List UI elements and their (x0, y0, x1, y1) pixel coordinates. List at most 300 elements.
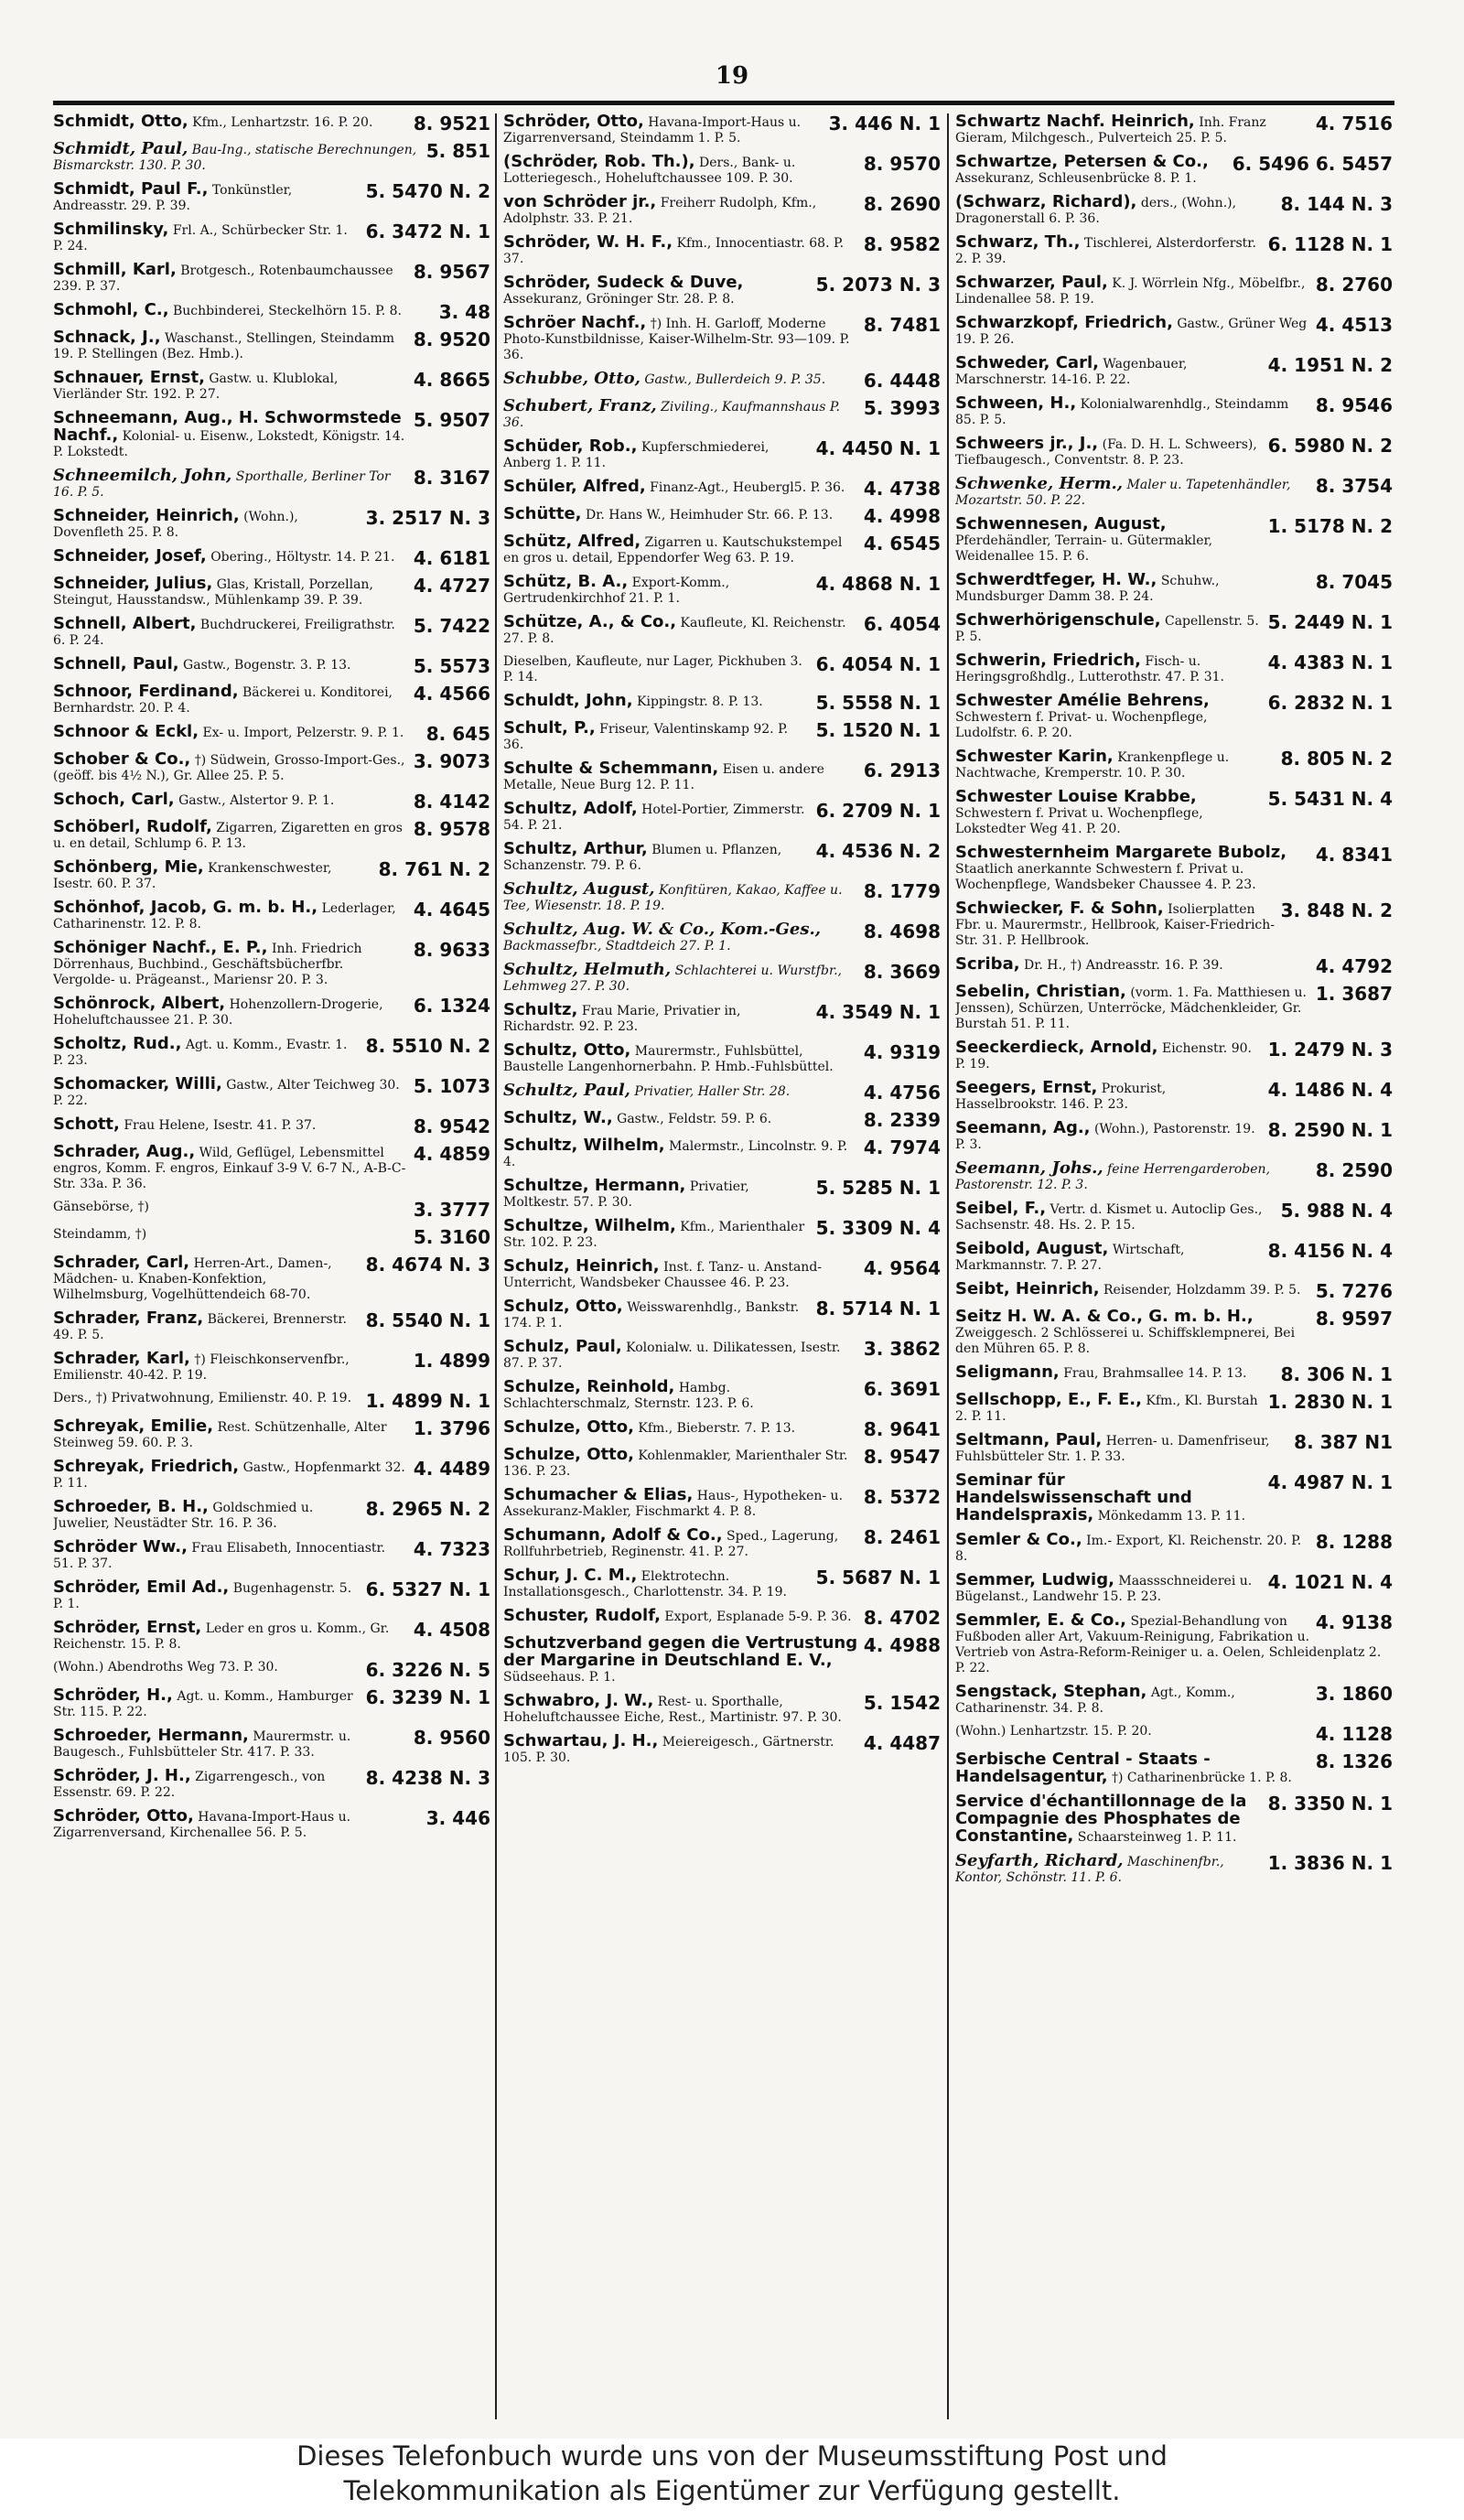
entry-detail: Gastw., Bogenstr. 3. P. 13. (183, 658, 351, 673)
entry-name: Schnoor, Ferdinand, (53, 682, 239, 701)
phone-number: 8. 5510 N. 2 (365, 1035, 490, 1057)
entry-name: Schneider, Julius, (53, 574, 213, 593)
entry-detail: Krankenschwester, Isestr. 60. P. 37. (53, 861, 332, 891)
entry-detail: Kfm., Bieberstr. 7. P. 13. (638, 1421, 796, 1436)
entry-detail: Hambg. Schlachterschmalz, Sternstr. 123. P. 6. (503, 1381, 754, 1411)
entry-detail: Bau-Ing., statische Berechnungen, Bismarckstr. 130. P. 30. (53, 143, 417, 173)
entry-name: Schneemilch, John, (53, 466, 232, 485)
directory-entry (53, 1351, 490, 1384)
directory-entry (53, 221, 490, 254)
directory-entry (503, 574, 941, 607)
entry-detail: Dieselben, Kaufleute, nur Lager, Pickhuben 3. P. 14. (503, 654, 802, 684)
phone-number: 5. 5558 N. 1 (815, 692, 941, 714)
phone-number: 8. 3754 (1315, 475, 1393, 497)
entry-detail: Dr. H., †) Andreasstr. 16. P. 39. (1024, 958, 1223, 973)
entry-detail: Buchbinderei, Steckelhörn 15. P. 8. (173, 304, 402, 318)
phone-number: 8. 4674 N. 3 (365, 1254, 490, 1276)
phone-number: 8. 2590 (1315, 1159, 1393, 1181)
directory-entry (53, 1255, 490, 1303)
entry-detail: Kupferschmiederei, Anberg 1. P. 11. (503, 440, 770, 470)
phone-number: 5. 988 N. 4 (1280, 1200, 1393, 1222)
entry-name: Schultz, Paul, (503, 1081, 630, 1100)
phone-number: 5. 5687 N. 1 (815, 1567, 941, 1588)
entry-detail: Bäckerei, Brennerstr. 49. P. 5. (53, 1312, 347, 1342)
entry-detail: Schaarsteinweg 1. P. 11. (1077, 1830, 1237, 1845)
directory-entry (955, 234, 1393, 267)
entry-name: Schulze, Otto, (503, 1417, 634, 1437)
directory-entry (503, 881, 941, 914)
directory-entry (53, 616, 490, 649)
phone-number: 5. 1520 N. 1 (815, 719, 941, 741)
entry-name: Schuldt, John, (503, 691, 633, 710)
phone-number: 8. 1288 (1315, 1531, 1393, 1553)
entry-detail: Zweiggesch. 2 Schlösserei u. Schiffsklempnerei, Bei den Mühren 65. P. 8. (955, 1326, 1296, 1356)
entry-name: Schumann, Adolf & Co., (503, 1525, 723, 1545)
directory-entry (503, 962, 941, 995)
entry-name: Schulz, Heinrich, (503, 1256, 660, 1276)
entry-name: Schott, (53, 1115, 120, 1134)
entry-detail: Brotgesch., Rotenbaumchaussee 239. P. 37. (53, 264, 393, 294)
directory-entry (53, 819, 490, 852)
entry-name: Schnell, Albert, (53, 614, 197, 633)
directory-entry (503, 720, 941, 753)
entry-detail: Elektrotechn. Installationsgesch., Charlottenstr. 34. P. 19. (503, 1569, 787, 1599)
directory-entry (955, 652, 1393, 685)
phone-number: 4. 4513 (1315, 314, 1393, 336)
phone-number: 8. 4702 (863, 1607, 941, 1629)
entry-name: Schmidt, Paul, (53, 139, 188, 158)
entry-detail: Freiherr Rudolph, Kfm., Adolphstr. 33. P. 21. (503, 196, 817, 226)
entry-name: Schreyak, Friedrich, (53, 1457, 240, 1476)
directory-entry (53, 1499, 490, 1532)
directory-entry (53, 508, 490, 541)
entry-name: Schnauer, Ernst, (53, 368, 205, 387)
entry-detail: Privatier, Haller Str. 28. (634, 1084, 791, 1099)
entry-name: Schmill, Karl, (53, 260, 177, 279)
entry-detail: Waschanst., Stellingen, Steindamm 19. P. Stellingen (Bez. Hmb.). (53, 331, 395, 361)
entry-name: Seemann, Ag., (955, 1118, 1091, 1137)
phone-number: 4. 4645 (413, 899, 490, 921)
phone-number: 4. 9564 (863, 1257, 941, 1279)
entry-name: Schrader, Franz, (53, 1308, 204, 1328)
entry-name: Schultz, Otto, (503, 1040, 631, 1060)
entry-detail: Prokurist, Hasselbrookstr. 146. P. 23. (955, 1082, 1167, 1112)
phone-number: 4. 4756 (863, 1082, 941, 1104)
phone-number: 6. 2913 (863, 759, 941, 781)
directory-entry (503, 760, 941, 793)
entry-name: Schröder Ww., (53, 1537, 188, 1556)
phone-number: 1. 2830 N. 1 (1267, 1391, 1393, 1413)
entry-detail: (Fa. D. H. L. Schweers), Tiefbaugesch., Conventstr. 8. P. 23. (955, 437, 1257, 468)
entry-detail: Kfm., Marienthaler Str. 102. P. 23. (503, 1220, 805, 1250)
entry-name: Schnoor & Eckl, (53, 722, 199, 741)
entry-name: Seyfarth, Richard, (955, 1851, 1124, 1870)
phone-number: 8. 3350 N. 1 (1267, 1793, 1393, 1815)
directory-entry (955, 572, 1393, 605)
phone-number: 4. 4489 (413, 1458, 490, 1480)
entry-name: Schultz, (503, 1000, 578, 1019)
directory-entry (503, 1608, 941, 1628)
entry-detail: Frau Marie, Privatier in, Richardstr. 92. P. 23. (503, 1004, 741, 1034)
directory-entry (503, 921, 941, 954)
phone-number: 3. 848 N. 2 (1280, 899, 1393, 921)
entry-detail: Vertr. d. Kismet u. Autoclip Ges., Sachsenstr. 48. Hs. 2. P. 15. (955, 1202, 1263, 1233)
entry-name: Semmler, E. & Co., (955, 1610, 1127, 1630)
entry-detail: K. J. Wörrlein Nfg., Möbelfbr., Lindenallee 58. P. 19. (955, 276, 1306, 307)
entry-detail: Frau Elisabeth, Innocentiastr. 51. P. 37. (53, 1541, 386, 1571)
directory-entry (955, 1080, 1393, 1113)
directory-entry (53, 1660, 490, 1680)
phone-number: 4. 4738 (863, 478, 941, 500)
entry-name: Schulz, Paul, (503, 1337, 622, 1356)
directory-entry (503, 1258, 941, 1291)
entry-detail: Export, Esplanade 5-9. P. 36. (664, 1610, 852, 1624)
entry-name: Schnack, J., (53, 328, 161, 347)
entry-detail: Inst. f. Tanz- u. Anstand-Unterricht, Wandsbeker Chaussee 46. P. 23. (503, 1260, 823, 1290)
phone-number: 4. 4859 (413, 1143, 490, 1165)
phone-number: 4. 9138 (1315, 1611, 1393, 1633)
entry-detail: Mönkedamm 13. P. 11. (1097, 1509, 1246, 1524)
directory-entry (503, 801, 941, 834)
entry-name: Schönhof, Jacob, G. m. b. H., (53, 898, 318, 917)
phone-number: 1. 4899 (413, 1350, 490, 1372)
entry-detail: Gastw., Bullerdeich 9. P. 35. (644, 372, 826, 387)
entry-detail: Ziviling., Kaufmannshaus P. 36. (503, 400, 840, 430)
entry-name: Schröder, W. H. F., (503, 232, 673, 252)
entry-name: Schultze, Hermann, (503, 1176, 686, 1195)
entry-detail: Ex- u. Import, Pelzerstr. 9. P. 1. (202, 726, 404, 740)
entry-detail: Hotel-Portier, Zimmerstr. 54. P. 21. (503, 802, 805, 833)
directory-entry (53, 1579, 490, 1612)
entry-name: Schwartze, Petersen & Co., (955, 152, 1209, 171)
phone-number: 8. 9633 (413, 939, 490, 961)
directory-entry (955, 1120, 1393, 1153)
directory-entry (53, 899, 490, 932)
phone-number: 8. 9521 (413, 113, 490, 135)
entry-name: Schwerdtfeger, H. W., (955, 570, 1157, 589)
entry-detail: Im.- Export, Kl. Reichenstr. 20. P. 8. (955, 1534, 1302, 1564)
phone-number: 1. 3796 (413, 1417, 490, 1439)
entry-name: Schneider, Heinrich, (53, 506, 240, 525)
entry-name: Schmidt, Paul F., (53, 179, 209, 199)
directory-entry (503, 1567, 941, 1600)
entry-detail: Tonkünstler, Andreasstr. 29. P. 39. (53, 183, 293, 213)
entry-name: Serbische Central - Staats - Handelsagentur, (955, 1750, 1211, 1786)
entry-detail: Zigarren u. Kautschukstempel en gros u. detail, Eppendorfer Weg 63. P. 19. (503, 535, 843, 565)
phone-number: 8. 4698 (863, 921, 941, 942)
directory-entry (955, 1160, 1393, 1193)
phone-number: 5. 3309 N. 4 (815, 1217, 941, 1239)
directory-entry (955, 355, 1393, 388)
directory-entry (955, 984, 1393, 1032)
entry-detail: Haus-, Hypotheken- u. Assekuranz-Makler, Fischmarkt 4. P. 8. (503, 1489, 844, 1519)
directory-entry (503, 479, 941, 499)
entry-detail: Kfm., Innocentiastr. 68. P. 37. (503, 236, 845, 266)
directory-entry (955, 1392, 1393, 1425)
phone-number: 8. 387 N1 (1294, 1431, 1393, 1453)
entry-name: Schwester Louise Krabbe, (955, 787, 1197, 806)
directory-entry (503, 1635, 941, 1685)
entry-name: Schröder, H., (53, 1685, 173, 1705)
entry-name: Schnell, Paul, (53, 654, 179, 673)
entry-name: Schultz, W., (503, 1108, 613, 1127)
entry-detail: Maurermstr., Fuhlsbüttel, Baustelle Langenhornerbahn. P. Hmb.-Fuhlsbüttel. (503, 1044, 834, 1074)
entry-name: Schütz, B. A., (503, 572, 629, 591)
phone-number: 8. 4142 (413, 791, 490, 813)
entry-detail: Malermstr., Lincolnstr. 9. P. 4. (503, 1139, 848, 1169)
directory-entry (955, 1039, 1393, 1072)
entry-detail: Agt., Komm., Catharinenstr. 34. P. 8. (955, 1685, 1235, 1716)
entry-name: Schulte & Schemmann, (503, 759, 719, 778)
entry-name: Seminar für Handelswissenschaft und Handelspraxis, (955, 1470, 1192, 1524)
phone-number: 4. 4727 (413, 575, 490, 597)
entry-detail: Buchdruckerei, Freiligrathstr. 6. P. 24. (53, 618, 395, 648)
phone-number: 8. 2590 N. 1 (1267, 1119, 1393, 1141)
entry-name: Seeckerdieck, Arnold, (955, 1038, 1158, 1057)
phone-number: 6. 3472 N. 1 (365, 221, 490, 242)
entry-name: Schwabro, J. W., (503, 1691, 654, 1710)
phone-number: 6. 3226 N. 5 (365, 1659, 490, 1681)
directory-entry (53, 1116, 490, 1136)
entry-detail: †) Südwein, Grosso-Import-Ges., (geöff. bis 4½ N.), Gr. Allee 25. P. 5. (53, 753, 405, 783)
phone-number: 8. 9567 (413, 261, 490, 283)
entry-name: Schultz, Helmuth, (503, 960, 672, 979)
phone-number: 1. 5178 N. 2 (1267, 515, 1393, 537)
directory-entry (53, 792, 490, 812)
entry-detail: Maassschneiderei u. Bügelanst., Landwehr 15. P. 23. (955, 1574, 1253, 1604)
entry-name: Schöberl, Rudolf, (53, 817, 212, 836)
entry-detail: Reisender, Holzdamm 39. P. 5. (1103, 1283, 1301, 1298)
entry-name: Schultz, August, (503, 879, 655, 899)
entry-detail: ders., (Wohn.), Dragonerstall 6. P. 36. (955, 196, 1237, 226)
entry-detail: Wagenbauer, Marschnerstr. 14-16. P. 22. (955, 357, 1188, 387)
entry-name: Schwester Amélie Behrens, (955, 691, 1210, 710)
footer-line-1: Dieses Telefonbuch wurde uns von der Museumsstiftung Post und (296, 2440, 1168, 2472)
entry-detail: Export-Komm., Gertrudenkirchhof 21. P. 1. (503, 576, 730, 606)
directory-entry (955, 693, 1393, 741)
phone-number: 6. 4054 (863, 613, 941, 635)
entry-name: Schult, P., (503, 718, 596, 738)
directory-entry (503, 1527, 941, 1560)
phone-number: 8. 9597 (1315, 1308, 1393, 1330)
phone-number: 6. 4054 N. 1 (815, 653, 941, 675)
phone-number: 6. 5980 N. 2 (1267, 435, 1393, 457)
entry-name: Schwarzkopf, Friedrich, (955, 313, 1173, 332)
entry-detail: Sporthalle, Berliner Tor 16. P. 5. (53, 469, 391, 500)
directory-entry (53, 1768, 490, 1801)
phone-number: 1. 3836 N. 1 (1267, 1852, 1393, 1874)
directory-entry (53, 996, 490, 1028)
entry-detail: Finanz-Agt., Heubergl5. P. 36. (650, 480, 845, 495)
phone-number: 4. 7516 (1315, 113, 1393, 135)
phone-number: 8. 5372 (863, 1486, 941, 1508)
entry-detail: Frau Helene, Isestr. 41. P. 37. (124, 1118, 317, 1133)
directory-entry (53, 141, 490, 174)
phone-number: 4. 4487 (863, 1732, 941, 1754)
phone-number: 8. 2760 (1315, 274, 1393, 296)
entry-name: Schultz, Wilhelm, (503, 1136, 665, 1155)
entry-detail: Kfm., Kl. Burstah 2. P. 11. (955, 1394, 1258, 1424)
directory-entry (955, 1853, 1393, 1886)
entry-detail: Lederlager, Catharinenstr. 12. P. 8. (53, 901, 396, 932)
directory-entry (503, 1110, 941, 1130)
phone-number: 5. 2449 N. 1 (1267, 611, 1393, 633)
entry-name: Schulze, Otto, (503, 1445, 634, 1464)
entry-name: Schumacher & Elias, (503, 1485, 694, 1504)
entry-name: Schwesternheim Margarete Bubolz, (955, 843, 1287, 862)
directory-column-1 (53, 113, 490, 2419)
entry-detail: Kohlenmakler, Marienthaler Str. 136. P. 23. (503, 1448, 848, 1479)
entry-detail: Spezial-Behandlung von Fußboden aller Art, Vakuum-Reinigung, Fabrikation u. Vertrieb von Astra-Reform-Reiniger u. a. Oelen, Schleidenplatz 2. P. 22. (955, 1614, 1382, 1675)
entry-name: Schwester Karin, (955, 747, 1114, 766)
entry-detail: Goldschmied u. Juwelier, Neustädter Str. 16. P. 36. (53, 1501, 314, 1531)
entry-name: Schwenke, Herm., (955, 474, 1124, 493)
directory-entry (503, 1178, 941, 1211)
directory-entry (503, 1137, 941, 1170)
entry-detail: Gastw., Grüner Weg 19. P. 26. (955, 317, 1308, 347)
phone-number: 5. 5285 N. 1 (815, 1177, 941, 1199)
directory-column-2 (503, 113, 941, 2419)
phone-number: 4. 4450 N. 1 (815, 437, 941, 459)
entry-detail: Backmassefbr., Stadtdeich 27. P. 1. (503, 939, 731, 953)
entry-detail: Bugenhagenstr. 5. P. 1. (53, 1581, 352, 1611)
entry-detail: Glas, Kristall, Porzellan, Steingut, Hausstandsw., Mühlenkamp 39. P. 39. (53, 577, 373, 608)
entry-detail: Kippingstr. 8. P. 13. (637, 695, 763, 709)
phone-number: 8. 9560 (413, 1727, 490, 1749)
entry-name: Schreyak, Emilie, (53, 1416, 214, 1436)
phone-number: 4. 4998 (863, 505, 941, 527)
phone-number: 8. 9547 (863, 1446, 941, 1468)
directory-entry (503, 693, 941, 713)
directory-entry (53, 113, 490, 134)
directory-entry (955, 845, 1393, 893)
entry-name: Schröer Nachf., (503, 313, 647, 332)
directory-entry (53, 370, 490, 403)
phone-number: 4. 1021 N. 4 (1267, 1571, 1393, 1593)
entry-name: Seibt, Heinrich, (955, 1279, 1100, 1298)
entry-detail: (vorm. 1. Fa. Matthiesen u. Jenssen), Schürzen, Unterröcke, Mädchenkleider, Gr. Burstah 51. P. 11. (955, 985, 1307, 1031)
directory-entry (955, 789, 1393, 837)
directory-entry (503, 1379, 941, 1412)
entry-detail: †) Inh. H. Garloff, Moderne Photo-Kunstbildnisse, Kaiser-Wilhelm-Str. 93—109. P. 36. (503, 317, 850, 362)
phone-number: 1. 3687 (1315, 983, 1393, 1005)
phone-number: 6. 3239 N. 1 (365, 1686, 490, 1708)
entry-detail: Agt. u. Komm., Hamburger Str. 115. P. 22. (53, 1689, 353, 1719)
entry-detail: feine Herrengarderoben, Pastorenstr. 12. P. 3. (955, 1162, 1271, 1192)
directory-entry (955, 1432, 1393, 1465)
directory-entry (503, 194, 941, 227)
entry-name: Schwartz Nachf. Heinrich, (955, 113, 1195, 131)
phone-number: 8. 4156 N. 4 (1267, 1240, 1393, 1262)
entry-detail: (Wohn.) Abendroths Weg 73. P. 30. (53, 1660, 278, 1675)
entry-detail: Bäckerei u. Konditorei, Bernhardstr. 20. P. 4. (53, 685, 393, 716)
directory-entry (955, 395, 1393, 428)
entry-name: Seligmann, (955, 1362, 1060, 1382)
phone-number: 1. 2479 N. 3 (1267, 1039, 1393, 1061)
phone-number: 5. 5431 N. 4 (1267, 788, 1393, 810)
directory-entry (955, 1281, 1393, 1301)
phone-number: 3. 3777 (413, 1199, 490, 1221)
entry-detail: Privatier, Moltkestr. 57. P. 30. (503, 1179, 749, 1210)
phone-number: 3. 48 (438, 301, 490, 323)
entry-name: Schwarz, Th., (955, 232, 1081, 252)
phone-number: 8. 2339 (863, 1109, 941, 1131)
entry-name: Schweers jr., J., (955, 434, 1099, 453)
entry-detail: Weisswarenhdlg., Bankstr. 174. P. 1. (503, 1300, 800, 1330)
phone-number: 4. 8341 (1315, 844, 1393, 866)
phone-number: 8. 7481 (863, 314, 941, 336)
entry-detail: Agt. u. Komm., Evastr. 1. P. 23. (53, 1038, 348, 1068)
entry-name: Schroeder, Hermann, (53, 1726, 249, 1745)
entry-detail: Capellenstr. 5. P. 5. (955, 614, 1259, 644)
entry-detail: Gastw., Alstertor 9. P. 1. (178, 793, 335, 808)
phone-number: 4. 4868 N. 1 (815, 573, 941, 595)
phone-number: 8. 4238 N. 3 (365, 1767, 490, 1789)
entry-detail: Meiereigesch., Gärtnerstr. 105. P. 30. (503, 1735, 834, 1765)
footer-notice (0, 2439, 1464, 2520)
phone-number: 4. 4536 N. 2 (815, 840, 941, 862)
phone-number: 4. 1128 (1315, 1723, 1393, 1745)
entry-name: Schutzverband gegen die Vertrustung der Margarine in Deutschland E. V., (503, 1633, 858, 1670)
entry-name: Sebelin, Christian, (955, 982, 1126, 1001)
entry-name: Schulz, Otto, (503, 1297, 623, 1316)
entry-name: Semmer, Ludwig, (955, 1570, 1114, 1589)
directory-entry (955, 1612, 1393, 1676)
entry-name: Sellschopp, E., F. E., (955, 1390, 1142, 1409)
directory-entry (53, 262, 490, 295)
directory-entry (53, 1036, 490, 1069)
phone-number: 6. 4448 (863, 370, 941, 392)
entry-detail: Pferdehändler, Terrain- u. Gütermakler, Weidenallee 15. P. 6. (955, 533, 1213, 564)
directory-entry (53, 1076, 490, 1109)
entry-detail: Schwestern f. Privat u. Wochenpflege, Lokstedter Weg 41. P. 20. (955, 806, 1203, 836)
entry-detail: Havana-Import-Haus u. Zigarrenversand, Kirchenallee 56. P. 5. (53, 1810, 351, 1840)
phone-number: 4. 7323 (413, 1538, 490, 1560)
directory-entry (53, 1144, 490, 1192)
entry-name: Semler & Co., (955, 1530, 1082, 1549)
phone-number: 4. 8665 (413, 369, 490, 391)
directory-entry (503, 614, 941, 647)
phone-number: 4. 4988 (863, 1634, 941, 1656)
entry-detail: Zigarren, Zigaretten en gros u. en detail, Schlump 6. P. 13. (53, 821, 403, 851)
entry-name: Schüler, Alfred, (503, 477, 646, 496)
phone-number: 5. 3160 (413, 1226, 490, 1248)
directory-entry (955, 113, 1393, 146)
entry-detail: Frau, Brahmsallee 14. P. 13. (1063, 1366, 1247, 1381)
entry-name: Schur, J. C. M., (503, 1566, 638, 1585)
entry-name: Schröder, Emil Ad., (53, 1578, 230, 1597)
phone-number: 3. 1860 (1315, 1683, 1393, 1705)
phone-number: 4. 1486 N. 4 (1267, 1079, 1393, 1101)
directory-entry (53, 1200, 490, 1220)
phone-number: 4. 4566 (413, 683, 490, 705)
directory-entry (955, 1572, 1393, 1605)
phone-number: 4. 4987 N. 1 (1267, 1471, 1393, 1493)
directory-entry (955, 748, 1393, 781)
entry-name: Seibel, F., (955, 1199, 1047, 1218)
directory-entry (955, 275, 1393, 307)
entry-detail: †) Fleischkonservenfbr., Emilienstr. 40-42. P. 19. (53, 1352, 350, 1383)
entry-name: Schrader, Karl, (53, 1349, 190, 1368)
entry-detail: Maschinenfbr., Kontor, Schönstr. 11. P. 6. (955, 1855, 1224, 1885)
entry-detail: Rest- u. Sporthalle, Hoheluftchaussee Eiche, Rest., Martinistr. 97. P. 30. (503, 1695, 842, 1725)
phone-number: 5. 3993 (863, 397, 941, 419)
directory-entry (503, 1042, 941, 1075)
directory-entry (53, 410, 490, 460)
entry-name: (Schwarz, Richard), (955, 192, 1137, 211)
directory-entry (503, 1218, 941, 1251)
directory-entry (53, 181, 490, 214)
